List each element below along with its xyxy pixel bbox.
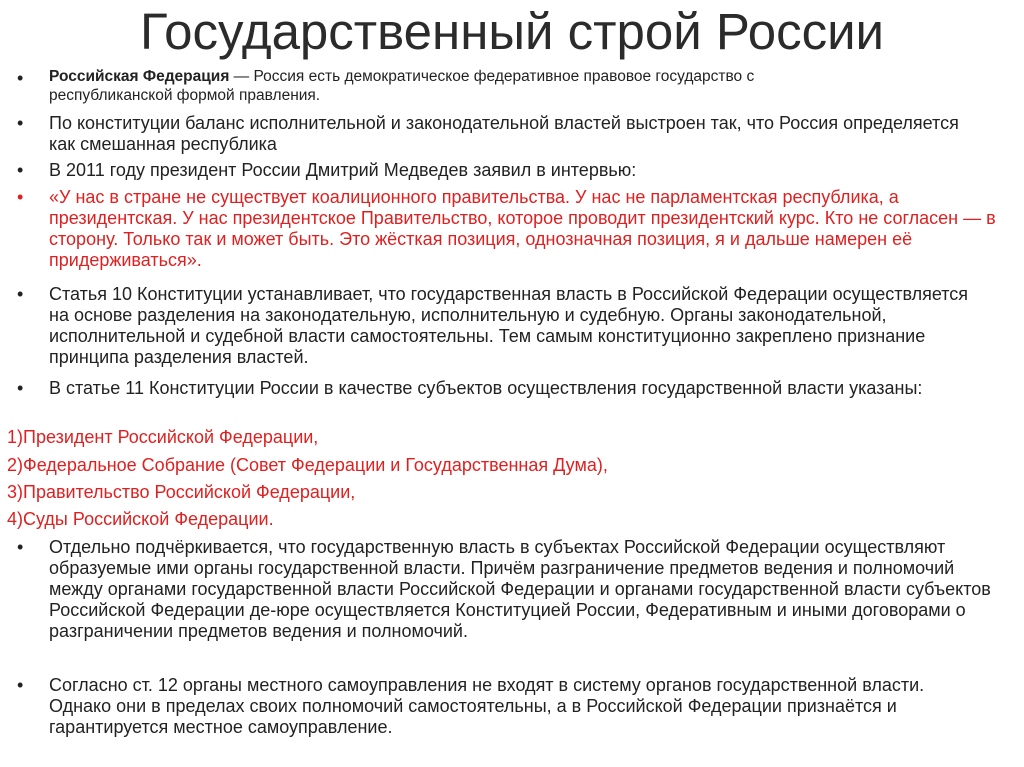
bullet-text xyxy=(49,67,809,105)
bullet-icon: • xyxy=(17,284,24,304)
bullet-text: Отдельно подчёркивается, что государственную власть в субъектах Российской Федерации осуществляют образуемые ими органы государственной власти. Причём разграничение предметов ведения и полномочий между органами государственной власти Российской Федерации и органами государственной власти субъектов Российской Федерации де-юре осуществляется Конституцией России, Федеративным и иными договорами о разграничении предметов ведения и полномочий. xyxy=(49,537,991,641)
page-title: Государственный строй России xyxy=(139,3,885,60)
bullet-icon: • xyxy=(17,537,24,557)
bullet-body: — Россия есть демократическое федеративное правовое государство с республиканской формой правления. xyxy=(49,68,755,104)
bullet-text: Согласно ст. 12 органы местного самоуправления не входят в систему органов государственной власти. Однако они в пределах своих полномочий самостоятельны, а в Российской Федерации признаётся и гарантируется местное самоуправление. xyxy=(49,675,925,737)
quote-text: «У нас в стране не существует коалиционного правительства. У нас не парламентская республика, а президентская. У нас президентское Правительство, которое проводит президентский курс. Кто не согласен — в сторону. Только так и может быть. Это жёсткая позиция, однозначная позиция, я и дальше намерен её придерживаться». xyxy=(49,187,996,270)
bullet-text: В 2011 году президент России Дмитрий Медведев заявил в интервью: xyxy=(49,160,637,180)
bullet-text: По конституции баланс исполнительной и законодательной властей выстроен так, что Россия определяется как смешанная республика xyxy=(49,113,959,154)
bullet-icon: • xyxy=(17,113,24,133)
bullet-bold-term: Российская Федерация xyxy=(49,68,230,85)
bullet-icon: • xyxy=(17,160,24,180)
bullet-icon: • xyxy=(17,187,24,207)
bullet-icon: • xyxy=(17,68,24,88)
bullet-text: В статье 11 Конституции России в качестве субъектов осуществления государственной власти указаны: xyxy=(49,378,923,398)
numbered-item-government: 3)Правительство Российской Федерации, xyxy=(7,482,356,502)
numbered-item-president: 1)Президент Российской Федерации, xyxy=(7,427,319,447)
numbered-item-courts: 4)Суды Российской Федерации. xyxy=(7,509,274,529)
numbered-item-federal-assembly: 2)Федеральное Собрание (Совет Федерации и Государственная Дума), xyxy=(7,455,608,475)
bullet-icon: • xyxy=(17,675,24,695)
bullet-icon: • xyxy=(17,378,24,398)
bullet-text: Статья 10 Конституции устанавливает, что государственная власть в Российской Федерации осуществляется на основе разделения на законодательную, исполнительную и судебную. Органы законодательной, исполнительной и судебной власти самостоятельны. Тем самым конституционно закреплено признание принципа разделения властей. xyxy=(49,284,969,367)
